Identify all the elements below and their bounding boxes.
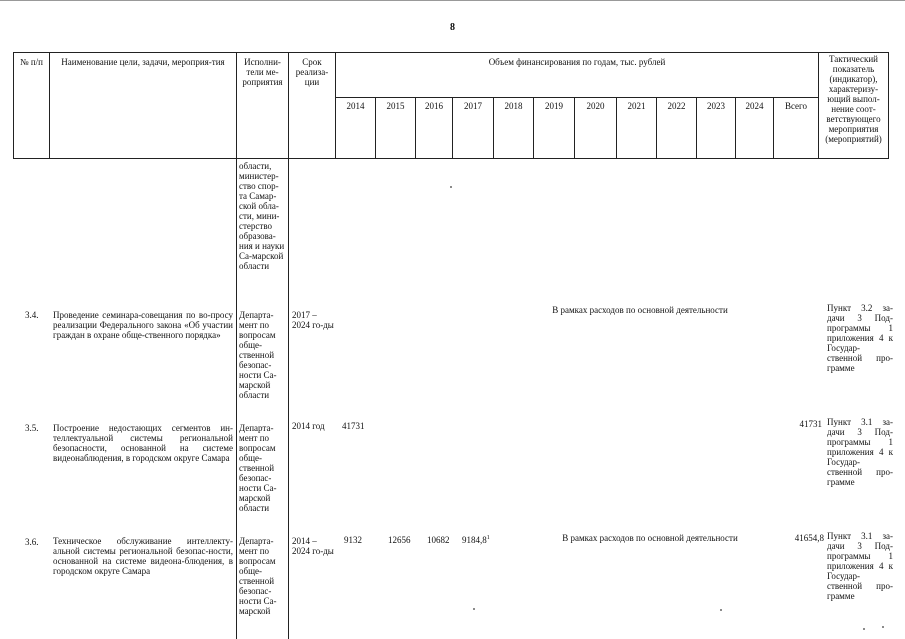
header-executors: Исполни-тели ме-роприятия	[237, 53, 289, 159]
row-term: 2017 – 2024 го-ды	[292, 310, 334, 330]
row-total: 41731	[799, 419, 822, 429]
row-finance-note: В рамках расходов по основной деятельности	[562, 533, 738, 543]
header-total: Всего	[774, 98, 819, 159]
header-year-2021: 2021	[617, 98, 657, 159]
header-year-2019: 2019	[534, 98, 575, 159]
row-executors: Департа-мент по вопросам обще-ственной безопас-ности Са-марской области	[239, 423, 277, 513]
row-number: 3.4.	[25, 310, 39, 320]
header-year-2023: 2023	[697, 98, 736, 159]
header-term: Срок реализа-ции	[289, 53, 336, 159]
header-year-2020: 2020	[575, 98, 617, 159]
row-indicator: Пункт 3.1 за-дачи 3 Под-программы 1 приложения 4 к Государ-ственной про-грамме	[827, 417, 893, 487]
header-name: Наименование цели, задачи, мероприя-тия	[50, 53, 237, 159]
row-indicator: Пункт 3.2 за-дачи 3 Под-программы 1 приложения 4 к Государ-ственной про-грамме	[827, 303, 893, 373]
row-value-2015: 12656	[388, 535, 411, 545]
row-number: 3.5.	[25, 423, 39, 433]
row-total: 41654,8	[794, 533, 824, 543]
header-indicator: Тактический показатель (индикатор), характеризу-ющий выпол-нение соот-ветствующего мероприятия (мероприятий)	[819, 53, 889, 159]
executors-continuation: области, министер-ство спор-та Самар-ской обла-сти, мини-стерство образова-ния и науки Са-марской области	[239, 161, 285, 271]
scan-speck	[863, 628, 865, 630]
row-value-2017-text: 9184,8	[462, 535, 487, 545]
row-number: 3.6.	[25, 537, 39, 547]
header-num: № п/п	[14, 53, 50, 159]
header-year-2016: 2016	[416, 98, 453, 159]
column-divider	[236, 158, 237, 639]
row-finance-note: В рамках расходов по основной деятельности	[552, 305, 728, 315]
header-year-2018: 2018	[494, 98, 534, 159]
row-indicator: Пункт 3.1 за-дачи 3 Под-программы 1 приложения 4 к Государ-ственной про-грамме	[827, 531, 893, 601]
footnote-marker: 1	[486, 535, 490, 541]
header-year-2024: 2024	[736, 98, 774, 159]
row-executors: Департа-мент по вопросам обще-ственной безопас-ности Са-марской области	[239, 310, 277, 400]
header-year-2015: 2015	[376, 98, 416, 159]
row-term: 2014 – 2024 го-ды	[292, 536, 334, 556]
scan-speck	[450, 186, 452, 188]
row-name: Проведение семинара-совещания по во-просу реализации Федерального закона «Об участии граждан в охране обще-ственного порядка»	[53, 310, 233, 340]
row-name: Техническое обслуживание интеллекту-альной системы региональной безопас-ности, основанной на системе видеона-блюдения, в городском округе Самара	[53, 536, 233, 576]
header-table	[13, 52, 889, 159]
row-value-2014: 9132	[344, 535, 362, 545]
top-rule	[0, 0, 905, 3]
header-year-2017: 2017	[453, 98, 494, 159]
row-value-2014: 41731	[342, 421, 365, 431]
scan-speck	[720, 609, 722, 611]
scan-speck	[473, 608, 475, 610]
header-year-2014: 2014	[336, 98, 376, 159]
row-name: Построение недостающих сегментов ин-теллектуальной системы региональной безопасности, основанной на системе видеонаблюдения, в городском округе Самара	[53, 423, 233, 463]
scan-speck	[882, 626, 884, 628]
header-year-2022: 2022	[657, 98, 697, 159]
page-number: 8	[450, 22, 455, 33]
row-term: 2014 год	[292, 421, 325, 431]
column-divider	[288, 158, 289, 639]
row-value-2016: 10682	[427, 535, 450, 545]
row-value-2017	[462, 535, 502, 545]
row-executors: Департа-мент по вопросам обще-ственной безопас-ности Са-марской	[239, 536, 277, 616]
header-finance: Объем финансирования по годам, тыс. рублей	[336, 53, 819, 98]
